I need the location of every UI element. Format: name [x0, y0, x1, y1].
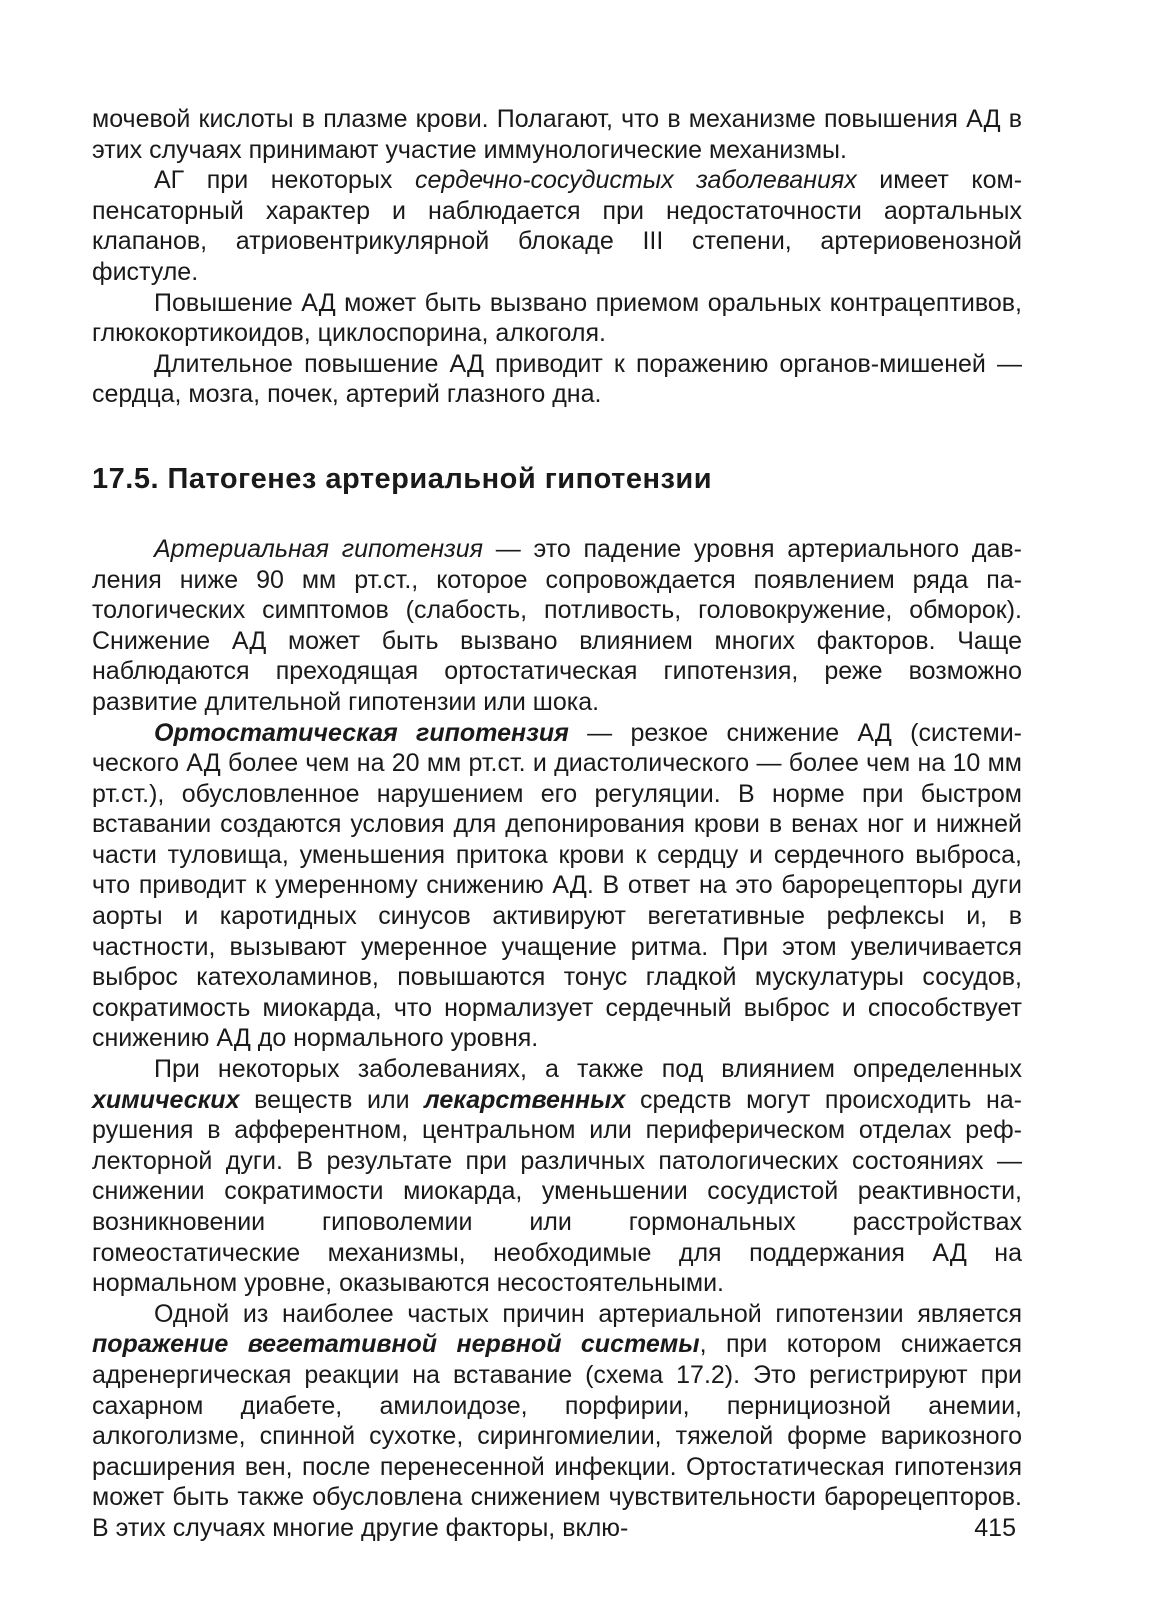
paragraph — [92, 349, 1022, 410]
paragraph — [92, 718, 1022, 1055]
text-run: Длительное повышение АД приводит к поражению органов-мишеней — сердца, мозга, почек, артерий глазного дна. — [92, 349, 1022, 409]
emphasis-run: химических — [92, 1085, 240, 1114]
text-run: АГ при некоторых — [154, 166, 415, 195]
paragraph — [92, 534, 1022, 718]
section-heading: 17.5. Патогенез артериальной гипотензии — [92, 462, 713, 495]
text-run: — резкое снижение АД (системического АД более чем на 20 мм рт.ст. и диастолического — более чем на 10 мм рт.ст.), обусловленное нарушением его регуляции. В норме при быстром вставании создаются условия для депонирования крови в венах ног и нижней части туловища, уменьшения притока крови к сердцу и сердечного выброса, что приводит к умеренному снижению АД. В ответ на это барорецепторы дуги аорты и каротидных синусов активируют вегетативные рефлексы и, в частности, вызывают умеренное учащение ритма. При этом увеличивается выброс катехоламинов, повышаются тонус гладкой мускулатуры сосудов, сократимость миокарда, что нормализует сердечный выброс и способствует снижению АД до нормального уровня. — [92, 718, 1022, 1053]
text-run: — это падение уровня артериального давления ниже 90 мм рт.ст., которое сопровождается появлением ряда патологических симптомов (слабость, потливость, головокружение, обморок). Снижение АД может быть вызвано влиянием многих факторов. Чаще наблюдаются преходящая ортостатическая гипотензия, реже возможно развитие длительной гипотензии или шока. — [92, 534, 1022, 716]
paragraphs-after-section — [92, 534, 1022, 1544]
text-run: имеет компенсаторный характер и наблюдается при недостаточности аортальных клапанов, атриовентрикулярной блокаде III степени, артериовенозной фистуле. — [92, 166, 1023, 286]
text-run: , при котором снижается адренергическая реакции на вставание (схема 17.2). Это регистрируют при сахарном диабете, амилоидозе, порфирии, пернициозной анемии, алкоголизме, спинной сухотке, сирингомиелии, тяжелой форме варикозного расширения вен, после перенесенной инфекции. Ортостатическая гипотензия может быть также обусловлена снижением чувствительности барорецепторов. В этих случаях многие другие факторы, вклю- — [92, 1330, 1022, 1542]
paragraph — [92, 104, 1022, 165]
text-run: При некоторых заболеваниях, а также под влиянием определенных — [154, 1055, 1022, 1084]
text-run: веществ или — [239, 1085, 425, 1114]
emphasis-run: поражение вегетативной нервной системы — [92, 1330, 700, 1359]
paragraph — [92, 165, 1022, 287]
paragraph — [92, 288, 1022, 349]
text-run: Повышение АД может быть вызвано приемом оральных контрацептивов, глюкокортикоидов, циклоспорина, алкоголя. — [92, 288, 1022, 348]
emphasis-run: Ортостатическая гипотензия — [154, 718, 569, 747]
paragraph — [92, 1299, 1022, 1544]
page-number: 415 — [974, 1514, 1016, 1542]
text-run: мочевой кислоты в плазме крови. Полагают, что в механизме повышения АД в этих случаях принимают участие иммунологические механизмы. — [92, 105, 1022, 164]
paragraph — [92, 1054, 1022, 1299]
emphasis-run: Артериальная гипотензия — [154, 534, 484, 563]
emphasis-run: лекарственных — [424, 1085, 626, 1114]
text-run: средств могут происходить нарушения в афферентном, центральном или периферическом отделах рефлекторной дуги. В результате при различных патологических состояниях — снижении сократимости миокарда, уменьшении сосудистой реактивности, возникновении гиповолемии или гормональных расстройствах гомеостатические механизмы, необходимые для поддержания АД на нормальном уровне, оказываются несостоятельными. — [92, 1085, 1022, 1298]
text-run: Одной из наиболее частых причин артериальной гипотензии является — [154, 1299, 1022, 1328]
page-body — [92, 104, 1022, 1544]
emphasis-run: сердечно-сосудистых заболеваниях — [414, 166, 857, 195]
paragraphs-before-section — [92, 104, 1022, 410]
